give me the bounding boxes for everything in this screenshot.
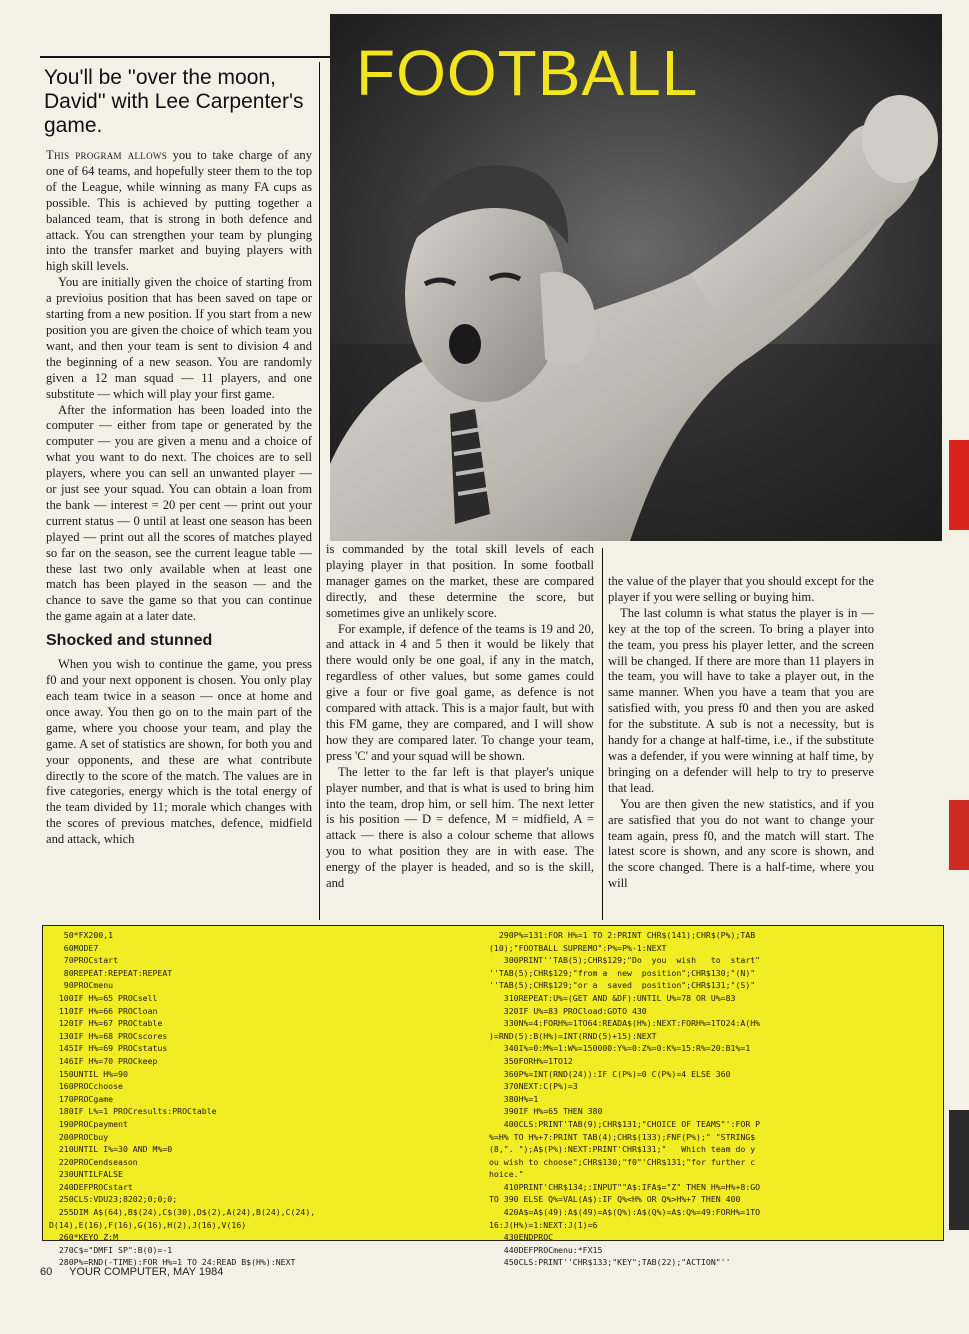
code-line: TO 390 ELSE Q%=VAL(A$):IF Q%<H% OR Q%>H%+7 THEN 400 (489, 1194, 741, 1205)
code-line: 220PROCendseason (49, 1156, 138, 1167)
code-line: 390IF H%=65 THEN 380 (489, 1106, 603, 1117)
code-line: 100IF H%=65 PROCsell (49, 992, 158, 1003)
program-listing (42, 925, 944, 1268)
code-line: D(14),E(16),F(16),G(16),H(2),J(16),V(16) (49, 1219, 247, 1230)
edge-decoration-top (949, 440, 969, 530)
col1-paragraph-1 (46, 148, 312, 275)
photo-title: FOOTBALL (356, 37, 699, 109)
code-line: 16:J(H%)=1:NEXT:J(1)=6 (489, 1219, 598, 1230)
code-line: 190PROCpayment (49, 1118, 128, 1129)
code-line: 180IF L%=1 PROCresults:PROCtable (49, 1106, 217, 1117)
col3-paragraph-2: The last column is what status the player is in — key at the top of the screen. To bring a player into the team, you press his player letter, and the screen will be changed. If there are more than 11 players in the team, you will have to take a player out, in the same manner. When you have a team that you are satisfied with, you press f0 and then you are asked for the substitute. A sub is not a necessity, but is handy for a change at half-time, i.e., if the substitute was a defender, if you were winning at half time, by bringing on a defender will help to try to preserve that lead. (608, 605, 874, 795)
code-line: 240DEFPROCstart (49, 1181, 133, 1192)
col2-paragraph-1: is commanded by the total skill levels of each playing player in that position. In some football manager games on the market, these are compared directly, and these determine the score, but sometimes give an unlikely score. (326, 542, 594, 620)
code-line: 170PROCgame (49, 1093, 114, 1104)
code-line: ou wish to choose";CHR$130;"f0"'CHR$131;"for further c (489, 1156, 756, 1167)
code-line: 160PROCchoose (49, 1081, 123, 1092)
code-line: 310REPEAT:U%=(GET AND &DF):UNTIL U%=78 OR U%=83 (489, 992, 736, 1003)
col1-paragraph-4: When you wish to continue the game, you press f0 and your next opponent is chosen. You only play each team twice in a season — once at home and once away. You then go on to the main part of the game, where you choose your team, and play the game. A set of statistics are shown, for both you and your opponents, and these are what contribute directly to the score of the match. The values are in five categories, energy which is the total energy of the team divided by 11; morale which changes with the scores of previous matches, defence, midfield and attack, which (46, 657, 312, 847)
code-line: 410PRINT'CHR$134;:INPUT""A$:IFA$="Z" THEN H%=H%+8:GO (489, 1181, 761, 1192)
code-line: 200PROCbuy (49, 1131, 109, 1142)
code-line: hoice." (489, 1169, 524, 1180)
code-line: 280P%=RND(-TIME):FOR H%=1 TO 24:READ B$(H%):NEXT (49, 1257, 296, 1268)
code-line: 320IF U%=83 PROCload:GOTO 430 (489, 1005, 647, 1016)
code-line: 260*KEYO Z:M (49, 1232, 119, 1243)
code-line: 290P%=131:FOR H%=1 TO 2:PRINT CHR$(141);CHR$(P%);TAB (489, 930, 756, 940)
code-line: ''TAB(5);CHR$129;"from a new position";CHR$130;"(N)" (489, 967, 756, 978)
code-line: 60MODE7 (49, 942, 99, 953)
col1-p1-text: you to take charge of any one of 64 teams, and hopefully steer them to the top of the League, while winning as many FA cups as possible. This is achieved by putting together a balanced team, that is strong in both defence and attack. You can strengthen your team by plunging into the transfer market and buying players with high skill levels. (46, 148, 312, 274)
code-line: 360P%=INT(RND(24)):IF C(P%)=0 C(P%)=4 ELSE 360 (489, 1068, 731, 1079)
code-line: %=H% TO H%+7:PRINT TAB(4);CHR$(133);FNF(P%);" "STRING$ (489, 1131, 756, 1142)
column-2 (326, 542, 594, 892)
col3-paragraph-1: the value of the player that you should except for the player if you were selling or buying him. (608, 574, 874, 604)
code-line: (10);"FOOTBALL SUPREMO":P%=P%-1:NEXT (489, 942, 667, 953)
code-line: 380H%=1 (489, 1093, 539, 1104)
listing-left-column (49, 929, 489, 1269)
column-3 (608, 574, 874, 892)
column-1 (46, 148, 312, 848)
code-line: 80REPEAT:REPEAT:REPEAT (49, 967, 173, 978)
code-line: 400CLS:PRINT'TAB(9);CHR$131;"CHOICE OF TEAMS"':FOR P (489, 1118, 761, 1129)
lead-caps: This program allows (46, 148, 168, 162)
col2-paragraph-3: The letter to the far left is that player's unique player number, and that is what is used to bring him into the team, drop him, or sell him. The next letter is his position — D = defence, M = midfield, A = attack — there is also a colour scheme that allows you to what position they are in with ease. The energy of the player is headed, and so is the skill, and (326, 764, 594, 891)
col3-paragraph-3: You are then given the new statistics, and if you are satisfied that you do not want to change your team again, press f0, and the match will start. The latest score is shown, and any score is shown, and the score changed. There is a half-time, where you will (608, 796, 874, 891)
code-line: 210UNTIL I%=30 AND M%=0 (49, 1144, 173, 1155)
code-line: ''TAB(5);CHR$129;"or a saved position";CHR$131;"(S)" (489, 980, 756, 991)
col1-paragraph-3: After the information has been loaded into the computer — either from tape or generated by the computer — you are given a menu and a choice of what you want to do next. The choices are to sell players, where you can sell an unwanted player — or just see your squad. You can obtain a loan from the bank — interest = 20 per cent — print out your current status — 0 until at least one season has been played — print out all the scores of matches played so far on the season, see the current league table — these last two only available when at least one match has been played in the season — and the chance to save the game so that you can continue the game again at a later date. (46, 402, 312, 624)
edge-decoration-bottom (949, 1110, 969, 1230)
code-line: 130IF H%=68 PROCscores (49, 1030, 168, 1041)
code-line: 50*FX200,1 (49, 930, 114, 940)
code-line: 90PROCmenu (49, 980, 114, 991)
column-divider-2 (602, 548, 603, 920)
code-line: 255DIM A$(64),B$(24),C$(30),D$(2),A(24),B(24),C(24), (49, 1207, 316, 1218)
code-line: 350FORH%=1TO12 (489, 1055, 573, 1066)
code-line: 110IF H%=66 PROCloan (49, 1005, 158, 1016)
col2-paragraph-2: For example, if defence of the teams is 19 and 20, and attack in 4 and 5 then it would be likely that there would only be one goal, if any in the match, regardless of other values, but some games could give a four or five goal game, as defence is not compared with attack. This is a major fault, but with this FM game, they are compared, and I will show how they are compared later. To change your team, press 'C' and your squad will be shown. (326, 621, 594, 763)
code-line: 145IF H%=69 PROCstatus (49, 1043, 168, 1054)
code-line: 420A$=A$(49):A$(49)=A$(Q%):A$(Q%)=A$:Q%=49:FORH%=1TO (489, 1207, 761, 1218)
header-rule-left (40, 56, 330, 58)
magazine-name: YOUR COMPUTER, MAY 1984 (69, 1266, 224, 1278)
code-line: 70PROCstart (49, 955, 119, 966)
subheading: Shocked and stunned (46, 632, 213, 650)
code-line: 150UNTIL H%=90 (49, 1068, 128, 1079)
code-line: 430ENDPROC (489, 1232, 554, 1243)
code-line: 270C$="DMFI SP":B(0)=-1 (49, 1244, 173, 1255)
code-line: 330N%=4:FORH%=1TO64:READA$(H%):NEXT:FORH%=1TO24:A(H% (489, 1018, 761, 1029)
code-line: 370NEXT:C(P%)=3 (489, 1081, 578, 1092)
code-line: (8,". ");A$(P%):NEXT:PRINT'CHR$131;" Which team do y (489, 1144, 756, 1155)
column-divider-1 (319, 62, 320, 920)
code-line: 120IF H%=67 PROCtable (49, 1018, 163, 1029)
code-line: 230UNTILFALSE (49, 1169, 123, 1180)
code-line: 440DEFPROCmenu:*FX15 (489, 1244, 603, 1255)
edge-decoration-middle (949, 800, 969, 870)
code-line: 450CLS:PRINT''CHR$133;"KEY";TAB(22);"ACTION"'' (489, 1257, 731, 1268)
code-line: 300PRINT''TAB(5);CHR$129;"Do you wish to start" (489, 955, 761, 966)
code-line: 340I%=0:M%=1:W%=150000:Y%=0:Z%=0:K%=15:R%=20:B1%=1 (489, 1043, 751, 1054)
page-footer (40, 1266, 237, 1278)
headline: You'll be ''over the moon, David'' with Lee Carpenter's game. (44, 66, 304, 137)
code-line: )=RND(5):B(H%)=INT(RND(5)+15):NEXT (489, 1030, 657, 1041)
code-line: 250CLS:VDU23;8202;0;0;0; (49, 1194, 178, 1205)
listing-right-column (489, 929, 939, 1269)
col1-paragraph-2: You are initially given the choice of starting from a previoius position that has been saved on tape or starting from a new position. If you start from a new position you are given the choice of which team you want, and then your team is sent to division 4 and the beginning of a new season. You are randomly given a 12 man squad — 11 players, and one substitute — which will play your first game. (46, 275, 312, 401)
code-line: 146IF H%=70 PROCkeep (49, 1055, 158, 1066)
page-number: 60 (40, 1266, 53, 1278)
